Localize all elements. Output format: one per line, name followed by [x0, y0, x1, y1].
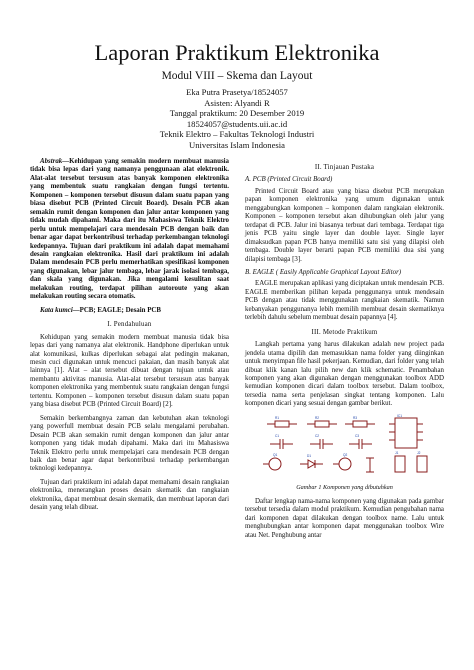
keywords-label: Kata kumci— [40, 306, 80, 314]
abstract-text: Kehidupan yang semakin modern membuat manusia tidak bisa lepas dari yang namanya penggunaan alat elektronik. Alat-alat tersebut tersusun atas banyak komponen elektronika yang membentuk suatu rangkaian dengan fungsi tertentu. Komponen – komponen tersebut disusun dalam suatu papan yang biasa disebut PCB (Printed Circuit Board). Desain PCB akan semakin rumit dengan komponen dan jalur antar komponen yang tidak mudah dipahami. Maka dari itu Mahasiswa Teknik Elektro perlu untuk mempelajari cara mendesain PCB dengan baik dan benar agar dapat berkontribusi terhadap perkembangan teknologi kedepannya. Tujuan dari praktikum ini adalah dapat memahami desain rangkaian elektronika. Hasil dari praktikum ini adalah Dalam mendesain PCB perlu memerhatikan spesifikasi komponen yang digunakan, lebar jalur tembaga, lebar jarak isolasi tembaga, dan skala yang digunakan. Jika mengalami kesulitan saat melakukan routing, terdapat pilihan autoroute yang akan melakukan routing secara otomatis. [30, 158, 229, 301]
section-heading-method: III. Metode Praktikum [311, 328, 378, 336]
author-block [0, 87, 474, 151]
components-figure [245, 414, 444, 481]
svg-text:J1: J1 [395, 450, 399, 455]
intro-paragraph-1: Kehidupan yang semakin modern membuat manusia tidak bisa lepas dari yang namanya alat elektronik. Handphone diperlukan untuk alat komunikasi, kulkas diperlukan sebagai alat pedingin makanan, mesin cuci digunakan untuk mencuci pakaian, dan masih banyak alat lainnya [1]. Alat – alat tersebut dibuat dengan tujuan untuk atau membantu aktivitas manusia. Alat-alat tersebut tersusun atas banyak komponen elektronika yang membentuk suatu rangkaian dengan fungsi tertentu. Komponen – komponen tersebut disusun dalam suatu papan yang biasa disebut PCB (Printed Circuit Board) [2]. [30, 333, 229, 409]
abstract-label: Abstrak— [40, 158, 70, 165]
schematic-components-image [245, 414, 444, 478]
assistant-name: Asisten: Alyandi R [204, 97, 270, 108]
svg-text:C3: C3 [355, 433, 360, 438]
svg-text:J2: J2 [417, 450, 421, 455]
svg-text:Q2: Q2 [343, 452, 348, 457]
svg-text:R3: R3 [353, 415, 358, 420]
right-column [245, 158, 444, 545]
practicum-date: Tanggal praktikum: 20 Desember 2019 [169, 108, 305, 119]
method-paragraph-1: Langkah pertama yang harus dilakukan adalah new project pada jendela utama dipilih dan memasukkan nama folder yang diinginkan untuk menyimpan file hasil pekerjaan. Kemudian, dari folder yang telah dibuat klik kanan lalu pilih new dan klik schematic. Penambahan komponen yang akan digunakan dengan menggunakan toolbox ADD kemudian komponen dicari dalam toolbox tersebut. Dalam toolbox, tersedia nama serta penjelasan singkat tentang komponen. Lalu komponen dicari yang sesuai dengan gambar berikut. [245, 341, 444, 408]
svg-text:R2: R2 [315, 415, 320, 420]
author-email: 18524057@students.uii.ac.id [186, 118, 288, 129]
keywords [30, 307, 229, 315]
eagle-paragraph: EAGLE merupakan aplikasi yang diciptakan untuk mendesain PCB. EAGLE memberikan pilihan kepada penggunanya untuk mendesain PCB dengan atau tidak menggunakan rangkaian skematik. Namun kebanyakan penggunanya lebih memilih membuat desain skematiknya terlebih dahulu sebelum membuat desain papannya [4]. [245, 280, 444, 322]
svg-text:C2: C2 [315, 433, 320, 438]
department: Teknik Elektro – Fakultas Teknologi Industri [159, 129, 315, 140]
pcb-paragraph: Printed Circuit Board atau yang biasa disebut PCB merupakan papan komponen elektronika yang umum digunakan untuk menggabungkan komponen – komponen dalam rangkaian elektronik. Komponen – komponen tersebut akan dihubungkan oleh jalur yang terdapat di PCB. Jalur ini biasanya terbuat dari tembaga. Terdapat tiga jenis PCB yaitu single layer dan double layer. Single layer dimaksudkan papan PCB hanya memiliki satu sisi yang dilapisi oleh tembaga. Double layer berarti papan PCB memiliki dua sisi yang dilapisi tembaga [3]. [245, 187, 444, 263]
intro-paragraph-2: Semakin berkembangnya zaman dan kebutuhan akan teknologi yang powerfull membuat desain PCB selalu mengalami perubahan. Desain PCB akan semakin rumit dengan komponen dan jalur antar komponen yang tidak mudah dipahami. Maka dari itu Mahasiswa Teknik Elektro perlu untuk mempelajari cara mendesain PCB dengan baik dan benar agar dapat berkontribusi terhadap perkembangan teknologi kedepannya. [30, 414, 229, 473]
abstract [30, 158, 229, 302]
keywords-text: PCB; EAGLE; Desain PCB [79, 306, 161, 314]
svg-text:C1: C1 [275, 433, 280, 438]
subsection-heading-eagle: B. EAGLE ( Easily Applicable Graphical Layout Editor) [245, 268, 402, 276]
svg-text:D1: D1 [307, 453, 312, 458]
svg-text:IC1: IC1 [397, 413, 402, 418]
section-heading-introduction: I. Pendahuluan [107, 321, 152, 329]
left-column [30, 158, 229, 518]
paper-subtitle: Modul VIII – Skema dan Layout [161, 70, 313, 82]
author-name: Eka Putra Prasetya/18524057 [186, 87, 288, 97]
paper-title: Laporan Praktikum Elektronika [94, 40, 380, 65]
university: Universitas Islam Indonesia [189, 139, 285, 150]
svg-text:R1: R1 [275, 415, 280, 420]
subsection-heading-pcb: A. PCB (Printed Circuit Board) [245, 176, 333, 184]
section-heading-literature-review: II. Tinjauan Pustaka [314, 164, 375, 171]
svg-text:Q1: Q1 [273, 452, 278, 457]
figure-caption: Gambar 1 Komponen yang dibutuhkan [296, 484, 393, 492]
intro-paragraph-3: Tujuan dari praktikum ini adalah dapat memahami desain rangkaian elektronika, menerangkan proses desain skematik dan rangkaian elektronika, dapat membuat desain skematik, dan membuat laporan dari desain yang telah dibuat. [30, 478, 229, 512]
method-paragraph-2: Daftar lengkap nama-nama komponen yang digunakan pada gambar tersebut tersedia dalam modul praktikum. Kemudian pengubahan nama dari komponen dapat dilakukan dengan toolbox name. Lalu untuk menghubungkan antar komponen dapat menggunakan toolbox Wire atau Net. Penghubung antar [245, 497, 444, 539]
